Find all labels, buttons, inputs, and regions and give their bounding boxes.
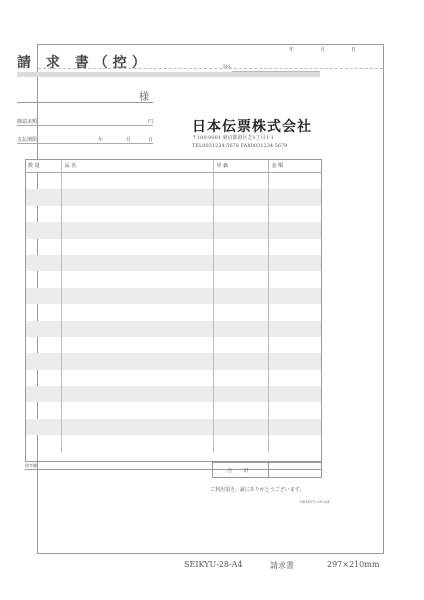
- table-cell[interactable]: [25, 370, 61, 386]
- billing-amount-line: [17, 125, 153, 126]
- date-month-label: 月: [320, 47, 326, 53]
- number-label: No.: [223, 64, 232, 70]
- table-cell[interactable]: [25, 271, 61, 287]
- due-day-label: 日: [148, 137, 154, 143]
- total-label: 合 計: [213, 463, 269, 477]
- table-cell[interactable]: [268, 435, 322, 451]
- table-row: [25, 321, 322, 337]
- items-table: [25, 159, 322, 452]
- customer-name-line: [17, 102, 153, 103]
- product-code: SEIKYU-28-A4: [184, 560, 243, 569]
- table-cell[interactable]: [213, 419, 268, 435]
- due-date-line: [17, 143, 153, 144]
- table-cell[interactable]: [61, 189, 213, 205]
- table-cell[interactable]: [268, 402, 322, 418]
- table-cell[interactable]: [25, 386, 61, 402]
- table-cell[interactable]: [61, 419, 213, 435]
- company-name: 日本伝票株式会社: [192, 119, 312, 135]
- table-row: [25, 271, 322, 287]
- remarks-label: 備考欄: [25, 463, 37, 468]
- table-cell[interactable]: [268, 271, 322, 287]
- table-cell[interactable]: [25, 353, 61, 369]
- table-cell[interactable]: [61, 435, 213, 451]
- table-cell[interactable]: [25, 173, 61, 190]
- table-cell[interactable]: [61, 222, 213, 238]
- table-cell[interactable]: [25, 255, 61, 271]
- table-cell[interactable]: [268, 222, 322, 238]
- table-cell[interactable]: [25, 288, 61, 304]
- thank-you-message: ご利用頂き、誠にありがとうございます。: [210, 487, 305, 493]
- table-cell[interactable]: [61, 271, 213, 287]
- due-month-label: 月: [126, 137, 132, 143]
- table-cell[interactable]: [213, 173, 268, 190]
- table-row: [25, 386, 322, 402]
- table-row: [25, 173, 322, 190]
- date-year-label: 年: [289, 47, 295, 53]
- table-cell[interactable]: [61, 370, 213, 386]
- table-cell[interactable]: [25, 337, 61, 353]
- table-cell[interactable]: [213, 222, 268, 238]
- company-address: 〒100-0001 東京都港区芝1丁目1-1: [192, 135, 274, 141]
- table-row: [25, 353, 322, 369]
- table-cell[interactable]: [213, 321, 268, 337]
- table-cell[interactable]: [213, 255, 268, 271]
- date-day-label: 日: [351, 47, 357, 53]
- table-row: [25, 222, 322, 238]
- table-cell[interactable]: [213, 402, 268, 418]
- table-cell[interactable]: [61, 402, 213, 418]
- due-year-label: 年: [98, 137, 104, 143]
- billing-amount-label: 御請求額: [17, 119, 38, 125]
- table-cell[interactable]: [213, 353, 268, 369]
- table-cell[interactable]: [213, 435, 268, 451]
- table-cell[interactable]: [213, 304, 268, 320]
- table-cell[interactable]: [61, 239, 213, 255]
- table-cell[interactable]: [268, 189, 322, 205]
- table-cell[interactable]: [213, 189, 268, 205]
- table-cell[interactable]: [268, 206, 322, 222]
- table-cell[interactable]: [61, 304, 213, 320]
- table-cell[interactable]: [25, 222, 61, 238]
- table-cell[interactable]: [213, 386, 268, 402]
- column-header-unit-price: 単 価: [213, 159, 268, 173]
- form-code-small: SEIKYU-28-A4: [300, 499, 330, 504]
- form-title: 請 求 書（控）: [17, 55, 151, 71]
- table-cell[interactable]: [213, 206, 268, 222]
- table-row: [25, 435, 322, 451]
- table-row: [25, 288, 322, 304]
- column-header-amount: 金 額: [268, 159, 322, 173]
- table-row: [25, 206, 322, 222]
- total-box: [212, 462, 322, 478]
- table-row: [25, 255, 322, 271]
- table-row: [25, 370, 322, 386]
- table-cell[interactable]: [61, 173, 213, 190]
- table-cell[interactable]: [61, 288, 213, 304]
- table-cell[interactable]: [61, 255, 213, 271]
- table-cell[interactable]: [61, 206, 213, 222]
- company-phone: TEL0031234-5678 FAX0031234-5679: [192, 143, 288, 149]
- table-cell[interactable]: [268, 386, 322, 402]
- table-cell[interactable]: [268, 337, 322, 353]
- column-header-item-name: 品 名: [61, 159, 213, 173]
- due-date-label: 支払期限: [17, 137, 38, 143]
- table-row: [25, 239, 322, 255]
- table-cell[interactable]: [213, 288, 268, 304]
- customer-honorific: 様: [139, 92, 149, 103]
- table-cell[interactable]: [61, 353, 213, 369]
- table-cell[interactable]: [61, 321, 213, 337]
- table-row: [25, 402, 322, 418]
- table-cell[interactable]: [268, 173, 322, 190]
- table-cell[interactable]: [268, 353, 322, 369]
- table-cell[interactable]: [25, 321, 61, 337]
- table-row: [25, 337, 322, 353]
- table-cell[interactable]: [25, 435, 61, 451]
- table-cell[interactable]: [268, 370, 322, 386]
- title-underline: [17, 72, 320, 77]
- product-size: 297×210mm: [327, 560, 380, 569]
- table-row: [25, 419, 322, 435]
- table-cell[interactable]: [213, 271, 268, 287]
- total-value-cell: [269, 463, 321, 477]
- table-row: [25, 189, 322, 205]
- table-cell[interactable]: [25, 206, 61, 222]
- table-cell[interactable]: [25, 402, 61, 418]
- table-cell[interactable]: [268, 255, 322, 271]
- table-cell[interactable]: [25, 239, 61, 255]
- table-cell[interactable]: [61, 386, 213, 402]
- table-row: [25, 304, 322, 320]
- product-name: 請求書: [270, 561, 294, 570]
- table-cell[interactable]: [61, 337, 213, 353]
- table-cell[interactable]: [213, 239, 268, 255]
- table-cell[interactable]: [213, 337, 268, 353]
- table-cell[interactable]: [213, 370, 268, 386]
- number-field-line: [232, 71, 320, 72]
- table-cell[interactable]: [268, 419, 322, 435]
- table-cell[interactable]: [25, 304, 61, 320]
- table-cell[interactable]: [268, 321, 322, 337]
- table-cell[interactable]: [268, 304, 322, 320]
- table-cell[interactable]: [25, 419, 61, 435]
- table-cell[interactable]: [268, 288, 322, 304]
- table-cell[interactable]: [268, 239, 322, 255]
- column-header-quantity: 数 量: [25, 159, 61, 173]
- billing-amount-unit: 円: [148, 119, 154, 125]
- table-cell[interactable]: [25, 189, 61, 205]
